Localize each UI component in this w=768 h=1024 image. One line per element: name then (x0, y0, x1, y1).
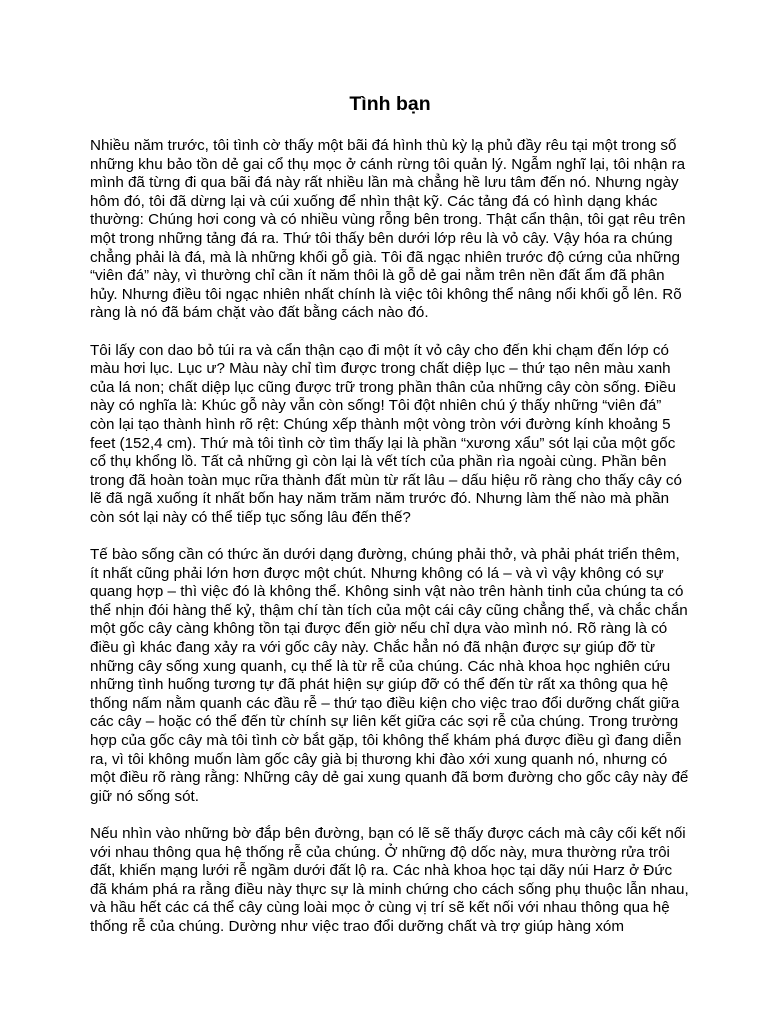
document-title: Tình bạn (349, 93, 431, 115)
paragraph-1: Nhiều năm trước, tôi tình cờ thấy một bãi đá hình thù kỳ lạ phủ đầy rêu tại một trong số những khu bảo tồn dẻ gai cổ thụ mọc ở cánh rừng tôi quản lý. Ngẫm nghĩ lại, tôi nhận ra mình đã từng đi qua bãi đá này rất nhiều lần mà chẳng hề lưu tâm đến nó. Nhưng ngày hôm đó, tôi đã dừng lại và cúi xuống để nhìn thật kỹ. Các tảng đá có hình dạng khác thường: Chúng hơi cong và có nhiều vùng rỗng bên trong. Thật cẩn thận, tôi gạt rêu trên một trong những tảng đá ra. Thứ tôi thấy bên dưới lớp rêu là vỏ cây. Vậy hóa ra chúng chẳng phải là đá, mà là những khối gỗ già. Tôi đã ngạc nhiên trước độ cứng của những “viên đá” này, vì thường chỉ cần ít năm thôi là gỗ dẻ gai nằm trên nền đất ẩm đã phân hủy. Nhưng điều tôi ngạc nhiên nhất chính là việc tôi không thể nâng nổi khối gỗ lên. Rõ ràng là nó đã bám chặt vào đất bằng cách nào đó. (90, 137, 686, 322)
paragraph-4: Nếu nhìn vào những bờ đắp bên đường, bạn có lẽ sẽ thấy được cách mà cây cối kết nối với nhau thông qua hệ thống rễ của chúng. Ở những độ dốc này, mưa thường rửa trôi đất, khiến mạng lưới rễ ngầm dưới đất lộ ra. Các nhà khoa học tại dãy núi Harz ở Đức đã khám phá ra rằng điều này thực sự là minh chứng cho cách sống phụ thuộc lẫn nhau, và hầu hết các cá thể cây cùng loài mọc ở cùng vị trí sẽ kết nối với nhau thông qua hệ thống rễ của chúng. Dường như việc trao đổi dưỡng chất và trợ giúp hàng xóm (90, 824, 689, 935)
paragraph-3: Tế bào sống cần có thức ăn dưới dạng đường, chúng phải thở, và phải phát triển thêm, ít nhất cũng phải lớn hơn được một chút. Nhưng không có lá – và vì vậy không có sự quang hợp – thì việc đó là không thể. Không sinh vật nào trên hành tinh của chúng ta có thể nhịn đói hàng thế kỷ, thậm chí tàn tích của một cái cây cũng chẳng thể, và chắc chắn một gốc cây càng không tồn tại được đến giờ nếu chỉ dựa vào mình nó. Rõ ràng là có điều gì khác đang xảy ra với gốc cây này. Chắc hẳn nó đã nhận được sự giúp đỡ từ những cây sống xung quanh, cụ thể là từ rễ của chúng. Các nhà khoa học nghiên cứu những tình huống tương tự đã phát hiện sự giúp đỡ có thể đến từ rất xa thông qua hệ thống nấm nằm quanh các đầu rễ – thứ tạo điều kiện cho việc trao đổi dưỡng chất giữa các cây – hoặc có thể đến từ chính sự liên kết giữa các sợi rễ của chúng. Trong trường hợp của gốc cây mà tôi tình cờ bắt gặp, tôi không thể khám phá được điều gì đang diễn ra, vì tôi không muốn làm gốc cây già bị thương khi đào xới xung quanh nó, nhưng có một điều rõ ràng rằng: Những cây dẻ gai xung quanh đã bơm đường cho gốc cây này để giữ nó sống sót. (90, 546, 689, 805)
document-page (90, 0, 690, 937)
paragraph-2: Tôi lấy con dao bỏ túi ra và cẩn thận cạo đi một ít vỏ cây cho đến khi chạm đến lớp có màu hơi lục. Lục ư? Màu này chỉ tìm được trong chất diệp lục – thứ tạo nên màu xanh của lá non; chất diệp lục cũng được trữ trong phần thân của những cây còn sống. Điều này có nghĩa là: Khúc gỗ này vẫn còn sống! Tôi đột nhiên chú ý thấy những “viên đá” còn lại tạo thành hình rõ rệt: Chúng xếp thành một vòng tròn với đường kính khoảng 5 feet (152,4 cm). Thứ mà tôi tình cờ tìm thấy lại là phần “xương xẩu” sót lại của một gốc cổ thụ khổng lồ. Tất cả những gì còn lại là vết tích của phần rìa ngoài cùng. Phần bên trong đã hoàn toàn mục rữa thành đất mùn từ rất lâu – dấu hiệu rõ ràng cho thấy cây có lẽ đã ngã xuống ít nhất bốn hay năm trăm năm trước đó. Nhưng làm thế nào mà phần còn sót lại này có thể tiếp tục sống lâu đến thế? (90, 341, 682, 526)
